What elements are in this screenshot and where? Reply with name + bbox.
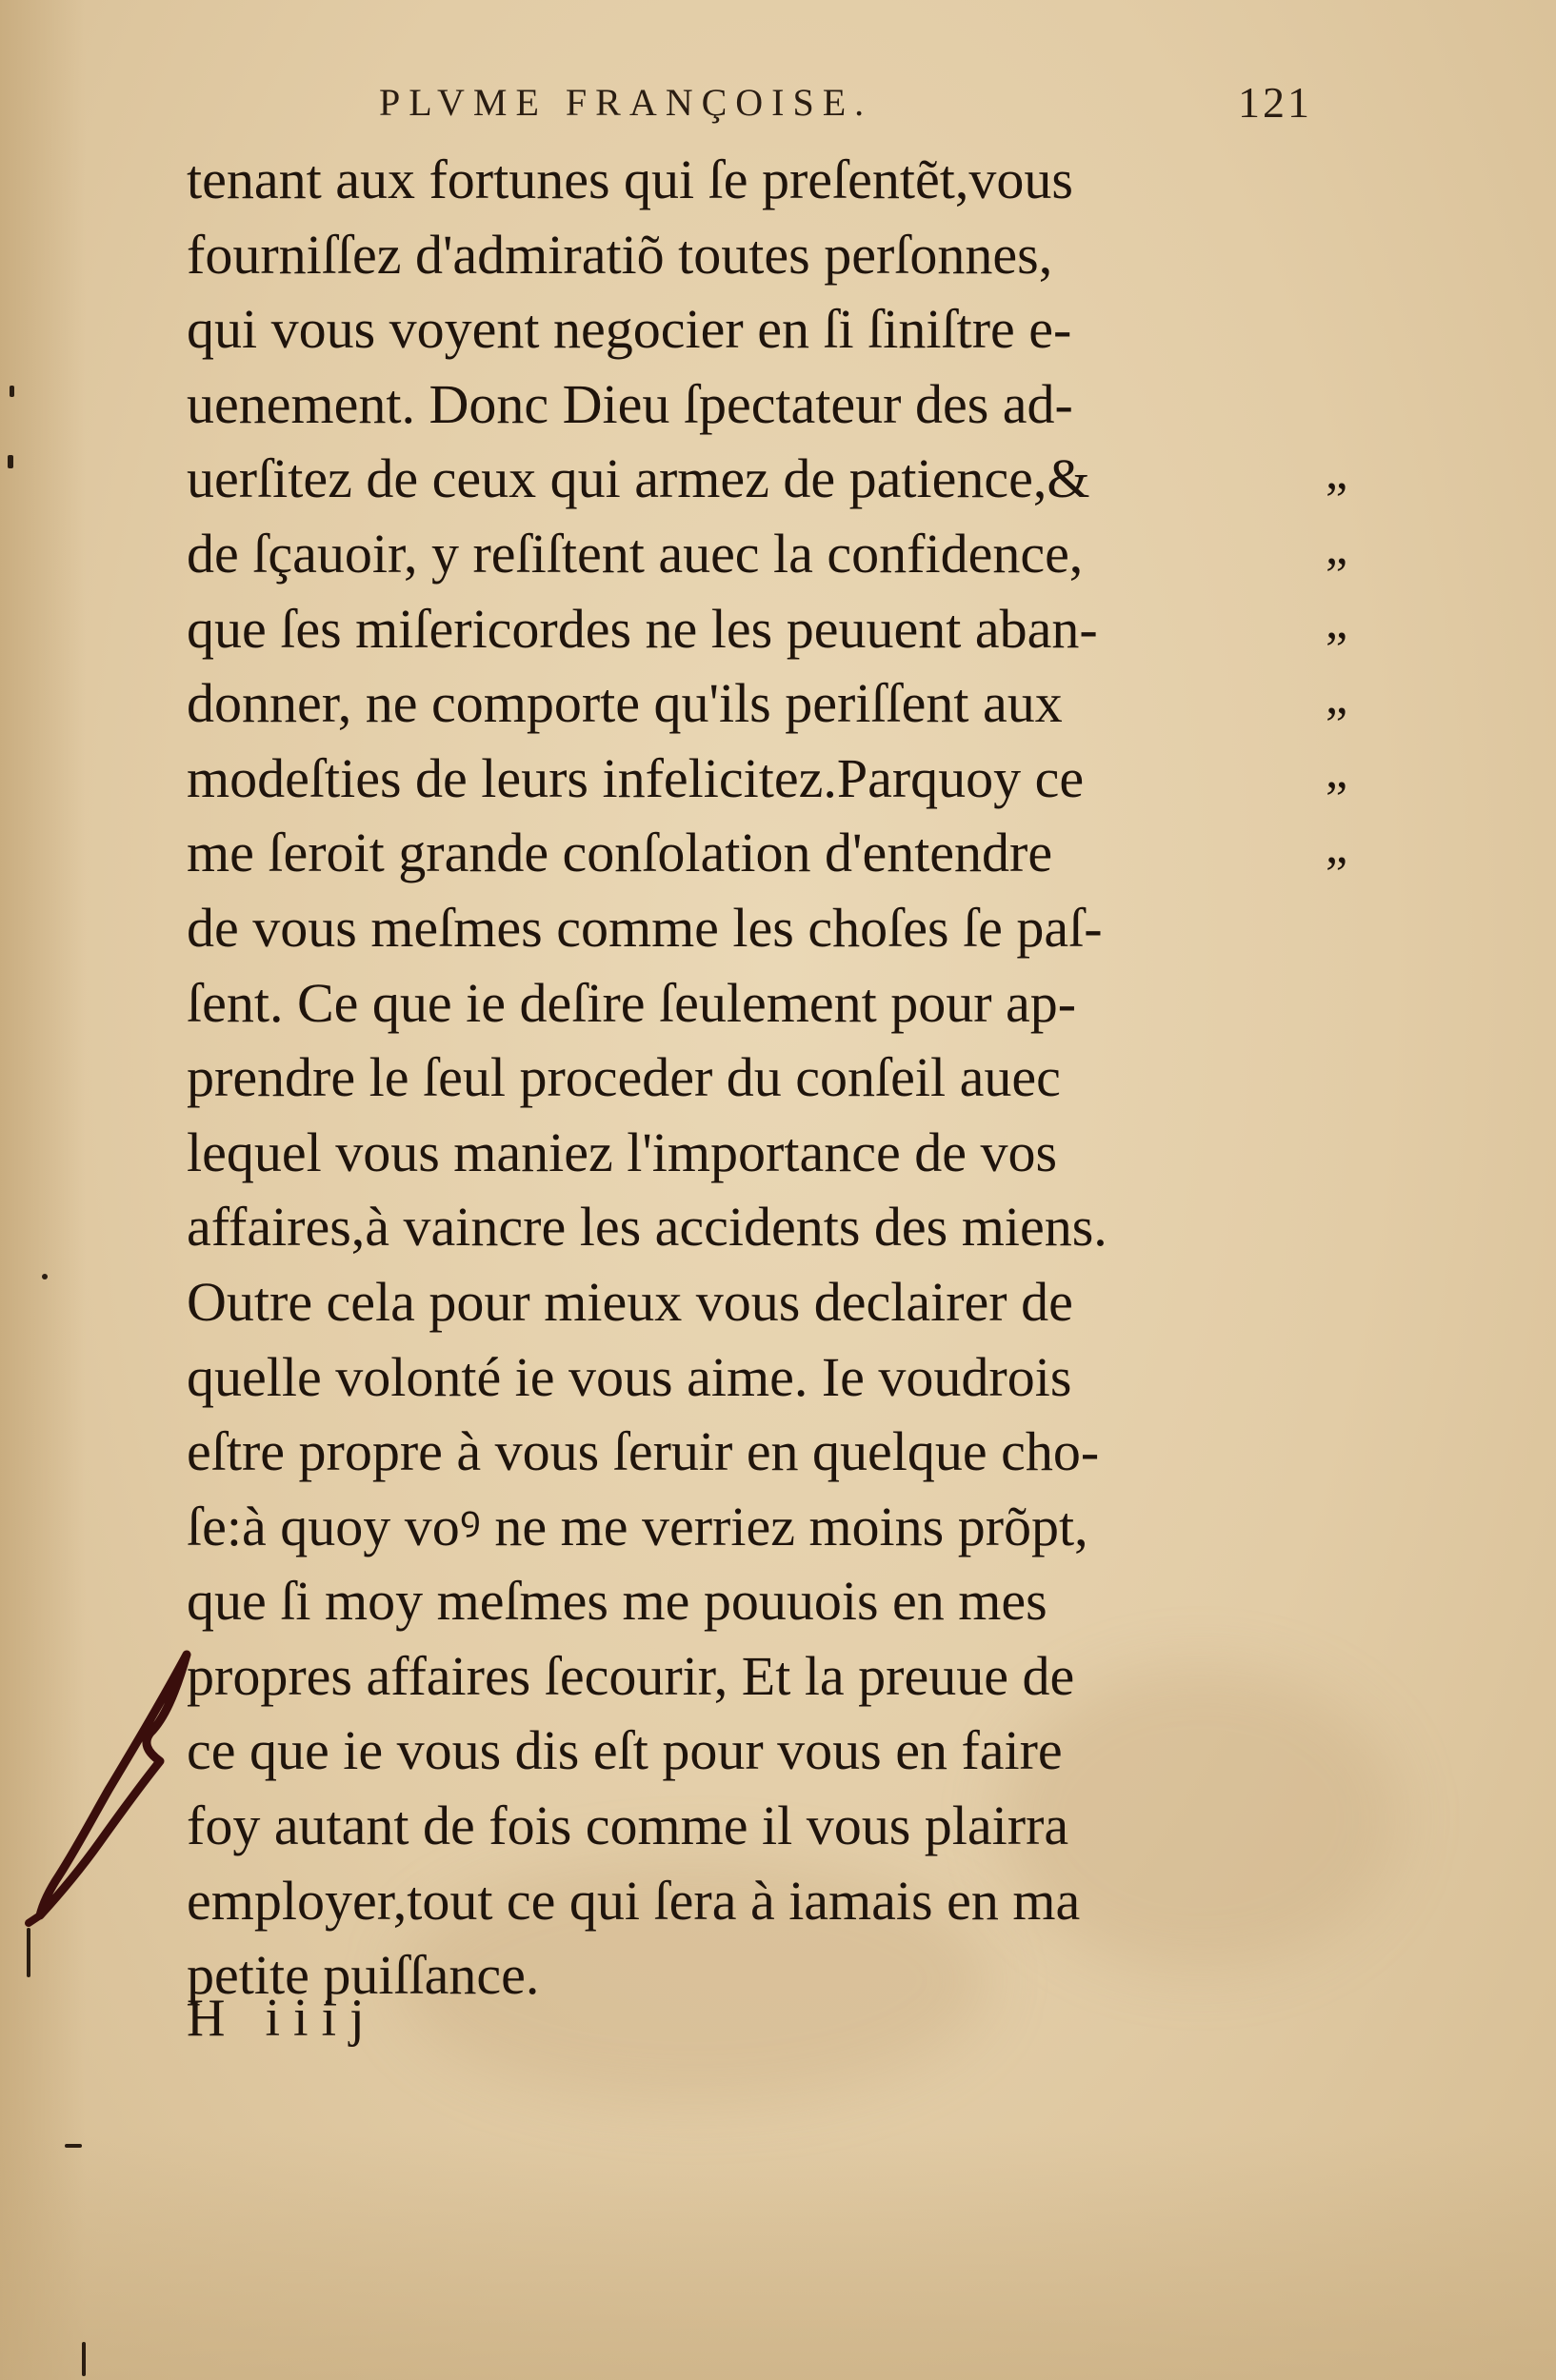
text-line: tenant aux fortunes qui ſe preſentẽt,vous	[187, 149, 1073, 210]
text-line: fourniſſez d'admiratiõ toutes perſonnes,	[187, 223, 1053, 286]
running-title: PLVME FRANÇOISE.	[379, 81, 873, 124]
text-line: foy autant de fois comme il vous plairra	[187, 1795, 1069, 1857]
quote-mark: „	[1326, 595, 1348, 650]
signature-mark: H iiij	[187, 1989, 378, 2048]
page-header	[379, 74, 1312, 131]
text-line: prendre le ſeul proceder du conſeil auec	[187, 1046, 1061, 1109]
text-line: que ſes miſericordes ne les peuuent aban-	[187, 597, 1098, 660]
body-text	[187, 143, 1329, 2013]
text-line: de ſçauoir, y reſiſtent auec la confidence,	[187, 522, 1084, 585]
margin-mark	[8, 455, 13, 468]
text-line: que ſi moy meſmes me pouuois en mes	[187, 1570, 1047, 1633]
text-line: affaires,à vaincre les accidents des miens.	[187, 1196, 1107, 1259]
page-shadow-left	[0, 0, 86, 2380]
margin-mark	[27, 1928, 30, 1977]
quote-mark: „	[1326, 669, 1348, 724]
text-line: ſent. Ce que ie deſire ſeulement pour ap-	[187, 971, 1077, 1034]
quote-mark: „	[1326, 819, 1348, 874]
text-line: me ſeroit grande conſolation d'entendre	[187, 822, 1053, 884]
page-shadow-bottom	[0, 2132, 1556, 2380]
text-line: uerſitez de ceux qui armez de patience,&	[187, 447, 1090, 510]
text-line: petite puiſſance.	[187, 1944, 540, 2007]
text-line: lequel vous maniez l'importance de vos	[187, 1121, 1058, 1183]
quote-mark: „	[1326, 446, 1348, 500]
handwritten-bracket-annotation	[17, 1637, 198, 1933]
text-line: qui vous voyent negocier en ſi ſiniſtre e-	[187, 298, 1072, 361]
text-line: de vous meſmes comme les choſes ſe paſ-	[187, 896, 1103, 959]
margin-mark	[10, 386, 14, 397]
text-line: quelle volonté ie vous aime. Ie voudrois	[187, 1345, 1072, 1408]
marginal-quote-marks	[1326, 436, 1383, 885]
quote-mark: „	[1326, 520, 1348, 575]
text-line: ſe:à quoy voꝰ ne me verriez moins prõpt,	[187, 1495, 1088, 1557]
text-line: donner, ne comporte qu'ils periſſent aux	[187, 672, 1063, 735]
text-line: ce que ie vous dis eſt pour vous en faire	[187, 1719, 1063, 1782]
folio-number: 121	[1238, 78, 1312, 127]
text-line: Outre cela pour mieux vous declairer de	[187, 1270, 1073, 1333]
text-line: eſtre propre à vous ſeruir en quelque cho-	[187, 1420, 1100, 1483]
text-line: propres affaires ſecourir, Et la preuue de	[187, 1644, 1075, 1707]
margin-mark	[42, 1274, 48, 1279]
text-line: modeſties de leurs infelicitez.Parquoy ce	[187, 746, 1085, 809]
quote-mark: „	[1326, 744, 1348, 800]
text-line: uenement. Donc Dieu ſpectateur des ad-	[187, 372, 1073, 435]
margin-mark	[82, 2342, 86, 2376]
text-line: employer,tout ce qui ſera à iamais en ma	[187, 1869, 1081, 1932]
margin-mark	[65, 2144, 82, 2148]
